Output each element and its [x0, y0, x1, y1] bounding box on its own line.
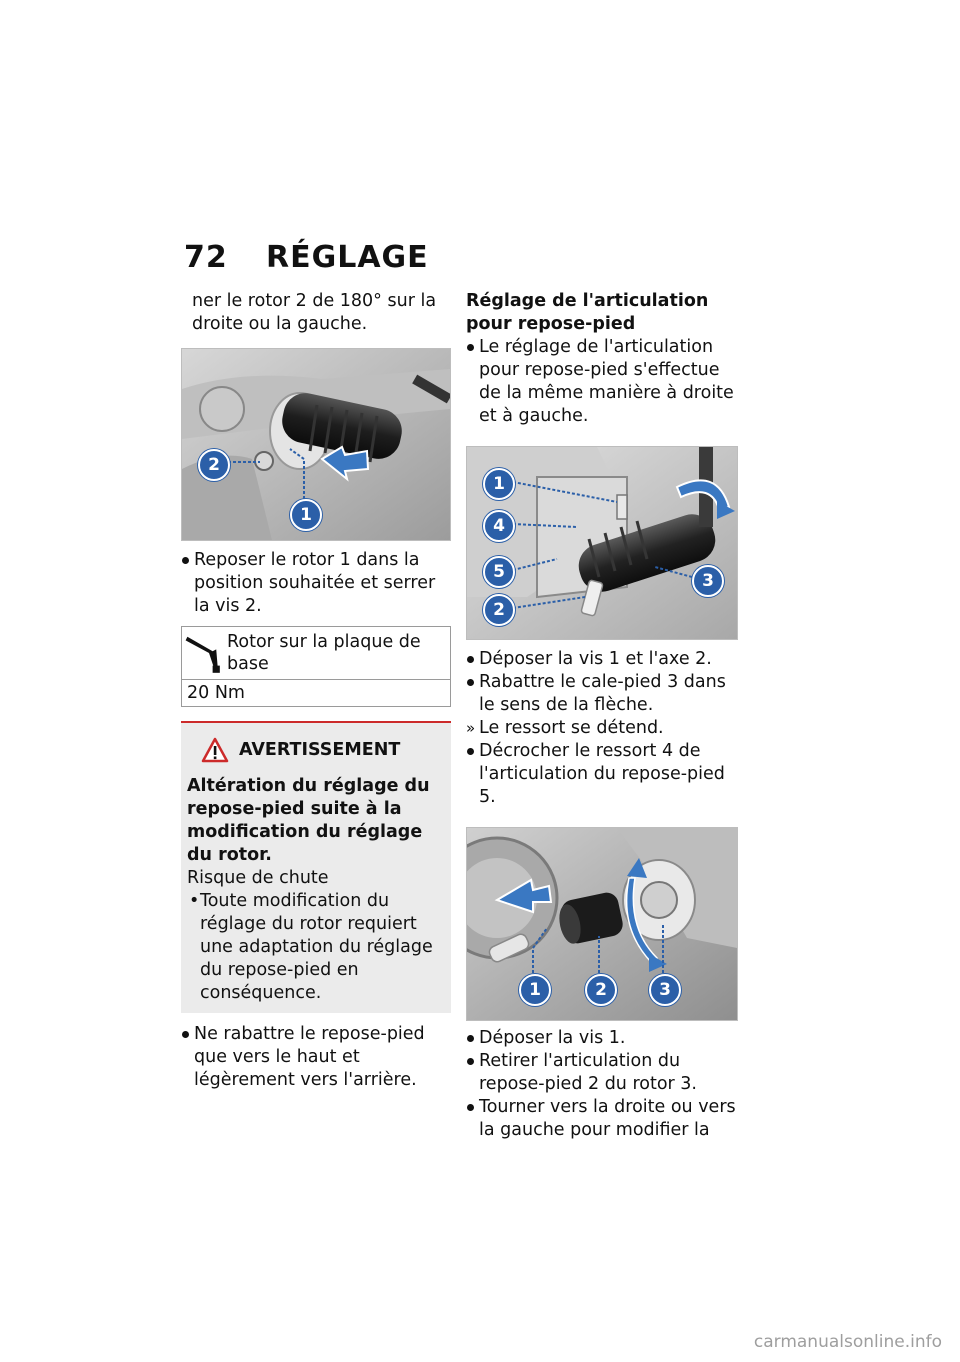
warning-header — [187, 737, 445, 763]
torque-header — [182, 627, 450, 680]
warning-risk: Risque de chute — [187, 868, 329, 888]
callout-3: 3 — [692, 565, 724, 597]
torque-label: Rotor sur la plaque de base — [227, 632, 421, 674]
step-bullet: Déposer la vis 1 et l'axe 2. — [466, 648, 738, 671]
callout-1: 1 — [519, 974, 551, 1006]
step-bullet: Le réglage de l'articulation pour repose-pied s'effectue de la même manière à droite et à gauche. — [466, 336, 738, 428]
step-bullet: Décrocher le ressort 4 de l'articulation du repose-pied 5. — [466, 740, 738, 809]
callout-3: 3 — [649, 974, 681, 1006]
steps-list-b — [466, 1027, 738, 1142]
callout-2: 2 — [198, 449, 230, 481]
callout-2: 2 — [585, 974, 617, 1006]
chapter-title: RÉGLAGE — [266, 240, 429, 275]
step-result — [466, 717, 738, 740]
page-header — [184, 240, 429, 280]
figure-spring-photo — [466, 446, 738, 640]
warning-box — [181, 721, 451, 1013]
callout-1: 1 — [483, 468, 515, 500]
warning-item: • Toute modification du réglage du rotor requiert une adaptation du réglage du repose-pied en conséquence. — [187, 890, 445, 1005]
step-bullet: Rabattre le cale-pied 3 dans le sens de la flèche. — [466, 671, 738, 717]
warning-title: AVERTISSEMENT — [239, 740, 401, 760]
callout-1: 1 — [290, 499, 322, 531]
step-bullet: Tourner vers la droite ou vers la gauche pour modifier la — [466, 1096, 738, 1142]
callout-4: 4 — [483, 510, 515, 542]
right-column — [466, 290, 738, 1142]
step-bullet: Déposer la vis 1. — [466, 1027, 738, 1050]
left-column — [181, 290, 451, 1092]
callout-2: 2 — [483, 594, 515, 626]
torque-table — [181, 626, 451, 707]
warning-triangle-icon — [201, 737, 229, 763]
step-bullet: Ne rabattre le repose-pied que vers le haut et légèrement vers l'arrière. — [181, 1023, 451, 1092]
result-text: Le ressort se détend. — [479, 718, 664, 738]
steps-list-a — [466, 648, 738, 809]
callout-5: 5 — [483, 556, 515, 588]
result-arrow-icon: » — [466, 719, 476, 737]
step-bullet: Retirer l'articulation du repose-pied 2 du rotor 3. — [466, 1050, 738, 1096]
torque-wrench-icon — [182, 627, 227, 679]
section-heading: Réglage de l'articulation pour repose-pied — [466, 291, 709, 334]
figure-rotor-joint-photo — [466, 827, 738, 1021]
torque-value: 20 Nm — [187, 683, 245, 703]
watermark: carmanualsonline.info — [753, 1332, 942, 1352]
figure-rotor-photo — [181, 348, 451, 541]
intro-text: ner le rotor 2 de 180° sur la droite ou la gauche. — [192, 291, 437, 334]
warning-cause: Altération du réglage du repose-pied suite à la modification du réglage du rotor. — [187, 776, 430, 865]
page-number: 72 — [184, 240, 228, 275]
step-bullet: Reposer le rotor 1 dans la position souhaitée et serrer la vis 2. — [181, 549, 451, 618]
